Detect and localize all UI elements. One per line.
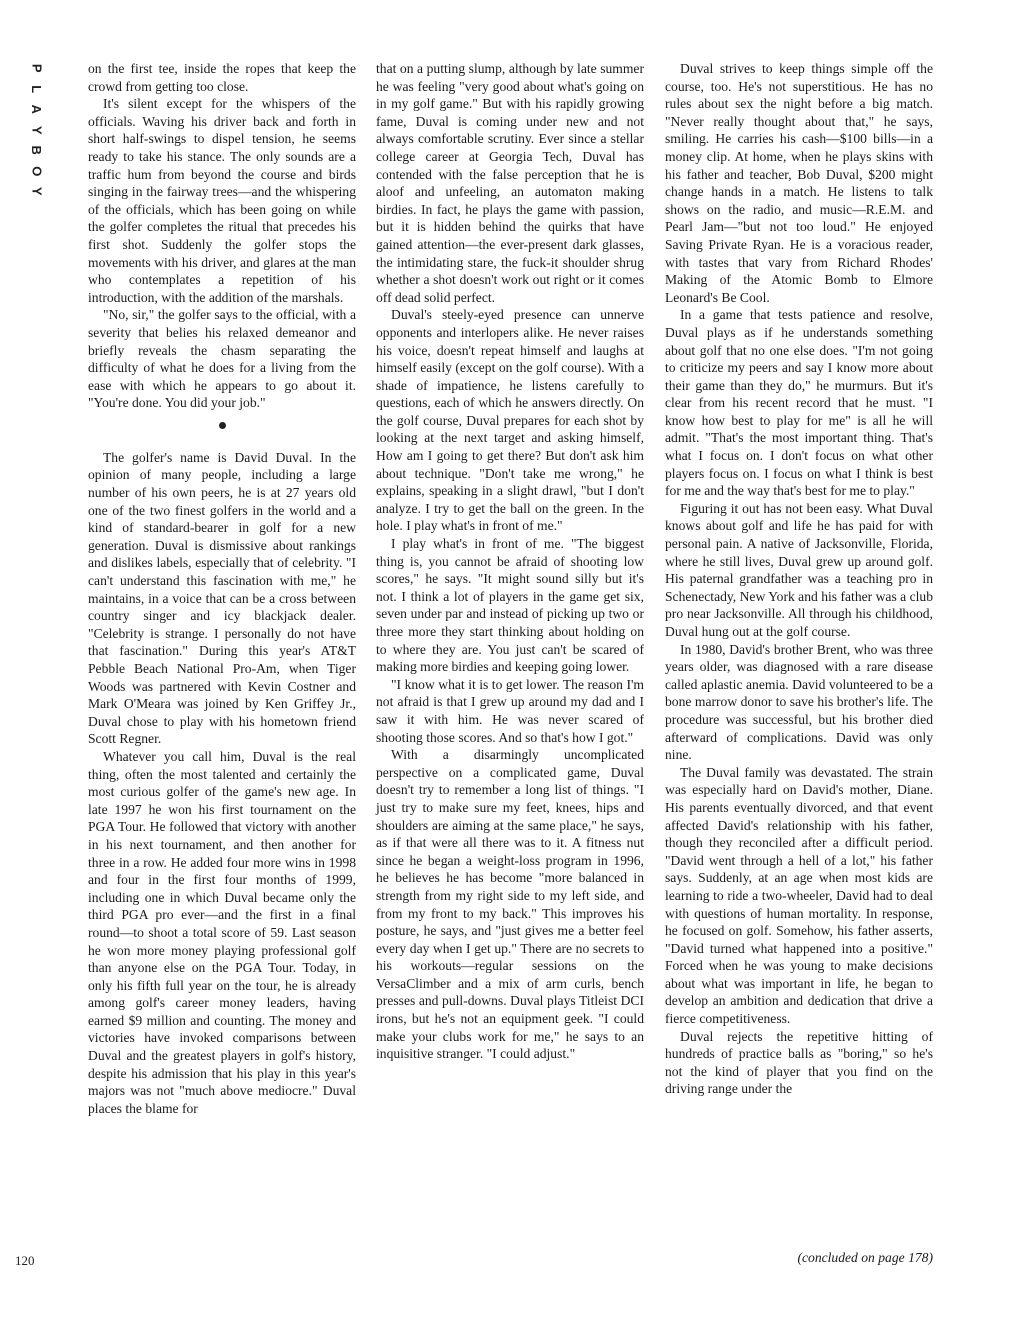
paragraph: on the first tee, inside the ropes that keep the crowd from getting too close. xyxy=(88,61,356,94)
paragraph: In 1980, David's brother Brent, who was three years older, was diagnosed with a rare disease called aplastic anemia. David volunteered to be a bone marrow donor to save his brother's life. The procedure was successful, but his brother died afterward of complications. David was only nine. xyxy=(665,641,933,763)
paragraph: Duval's steely-eyed presence can unnerve opponents and interlopers alike. He never raises his voice, doesn't repeat himself and laughs at himself easily (except on the golf course). With a shade of impatience, he listens carefully to questions, each of which he answers directly. On the golf course, Duval prepares for each shot by looking at the next target and asking himself, How am I going to get there? But don't ask him about technique. "Don't take me wrong," he explains, speaking in a slight drawl, "but I don't analyze. I try to get the ball on the green. In the hole. I play what's in front of me." xyxy=(376,307,644,534)
paragraph: Duval strives to keep things simple off the course, too. He's not superstitious. He has no rules about sex the night before a big match. "Never really thought about that," he says, smiling. He carries his cash—$100 bills—in a money clip. At home, when he plays skins with his father and teacher, Bob Duval, $200 might change hands in a match. He listens to talk shows on the radio, and music—R.E.M. and Pearl Jam—"but not too loud." He enjoyed Saving Private Ryan. He is a voracious reader, with tastes that vary from Richard Rhodes' Making of the Atomic Bomb to Elmore Leonard's Be Cool. xyxy=(665,61,933,305)
masthead-letter: L xyxy=(29,84,45,93)
paragraph: The golfer's name is David Duval. In the opinion of many people, including a large number of his own peers, he is at 27 years old one of the two finest golfers in the world and a kind of standard-bearer in golf for a new generation. Duval is dismissive about rankings and dislikes labels, especially that of celebrity. "I can't understand this fascination with me," he maintains, in a voice that can be a cross between country singer and icy blackjack dealer. "Celebrity is strange. I personally do not have that fascination." During this year's AT&T Pebble Beach National Pro-Am, when Tiger Woods was partnered with Kevin Costner and Mark O'Meara was joined by Ken Griffey Jr., Duval chose to play with his hometown friend Scott Regner. xyxy=(88,449,356,747)
paragraph: "No, sir," the golfer says to the official, with a severity that belies his relaxed demeanor and briefly reveals the chasm separating the difficulty of what he does for a living from the ease with which he appears to go about it. "You're done. You did your job." xyxy=(88,307,356,411)
masthead-letter: O xyxy=(29,165,45,176)
masthead-letter: A xyxy=(29,104,45,114)
paragraph: I play what's in front of me. "The biggest thing is, you cannot be afraid of shooting low scores," he says. "It might sound silly but it's not. I think a lot of players in the game get six, seven under par and instead of picking up two or three more they start thinking about holding on to where they are. You just can't be scared of making more birdies and keeping going lower. xyxy=(376,536,644,675)
paragraph: Figuring it out has not been easy. What Duval knows about golf and life he has paid for with personal pain. A native of Jacksonville, Florida, where he still lives, Duval grew up around golf. His paternal grandfather was a teaching pro in Schenectady, New York and his father was a club pro near Jacksonville. All through his childhood, Duval hung out at the golf course. xyxy=(665,500,933,639)
paragraph: Whatever you call him, Duval is the real thing, often the most talented and certainly the most curious golfer of the game's new age. In late 1997 he won his first tournament on the PGA Tour. He followed that victory with another in his next tournament, and then another for three in a row. He added four more wins in 1998 and four in the first four months of 1999, including one in which Duval became only the third PGA pro ever—and the first in a final round—to shoot a total score of 59. Last season he won more money playing professional golf than anyone else on the PGA Tour. Today, in only his fifth full year on the tour, he is already among golf's career money leaders, having earned $9 million and counting. The money and victories have invoked comparisons between Duval and the greatest players in golf's history, despite his admission that his play in this year's majors was not "much above mediocre." Duval places the blame for xyxy=(88,748,356,1116)
paragraph: "I know what it is to get lower. The reason I'm not afraid is that I grew up around my dad and I saw it with him. He was never scared of shooting those scores. And so that's how I got." xyxy=(376,676,644,745)
continuation-note: (concluded on page 178) xyxy=(797,1250,933,1265)
article-column-3 xyxy=(665,60,933,1098)
masthead-letter: P xyxy=(29,63,45,73)
masthead-letter: Y xyxy=(29,125,45,135)
masthead-letter: B xyxy=(29,145,45,155)
paragraph: that on a putting slump, although by late summer he was feeling "very good about what's going on in my golf game." But with his rapidly growing fame, Duval is coming under new and not always comfortable scrutiny. Ever since a stellar college career at Georgia Tech, Duval has contended with the false perception that he is aloof and unfeeling, an automaton making birdies. In fact, he plays the game with passion, but it is hidden behind the quirks that have gained attention—the ever-present dark glasses, the intimidating stare, the fuck-it shoulder shrug whether a shot doesn't work out right or it comes off dead solid perfect. xyxy=(376,61,644,305)
article-column-2 xyxy=(376,60,644,1063)
page-number: 120 xyxy=(15,1253,35,1268)
section-break-bullet xyxy=(219,422,226,429)
paragraph: In a game that tests patience and resolve, Duval plays as if he understands something about golf that no one else does. "I'm not going to criticize my peers and say I know more about their game than they do," he murmurs. But it's clear from his recent record that he must. "I know how best to play for me" is all he will admit. "That's the most important thing. That's what I focus on. I don't focus on what other players focus on. I focus on what I think is best for me and the way that's best for me to play." xyxy=(665,307,933,499)
paragraph: The Duval family was devastated. The strain was especially hard on David's mother, Diane. His parents eventually divorced, and that event affected David's relationship with his father, though they reconciled after a difficult period. "David went through a hell of a lot," his father says. Suddenly, at an age when most kids are learning to ride a two-wheeler, David had to deal with questions of human mortality. In response, he focused on golf. Somehow, his father asserts, "David turned what happened into a positive." Forced when he was young to make decisions about what was important in life, he began to develop an ambition and dedication that drive a fierce competitiveness. xyxy=(665,764,933,1027)
masthead-letter: Y xyxy=(29,186,45,196)
paragraph: It's silent except for the whispers of the officials. Waving his driver back and forth in short half-swings to dispel tension, he seems ready to take his stance. The only sounds are a traffic hum from beyond the course and birds singing in the fairway trees—and the whispering of the officials, which has been going on while the golfer completes the ritual that precedes his first shot. Suddenly the golfer stops the movements with his driver, and glares at the man who contemplates a repetition of his introduction, with the addition of the marshals. xyxy=(88,96,356,305)
paragraph: With a disarmingly uncomplicated perspective on a complicated game, Duval doesn't try to remember a long list of things. "I just try to make sure my feet, knees, hips and shoulders are aiming at the same place," he says, as if that were all there was to it. A fitness nut since he began a weight-loss program in 1996, he believes he has become "more balanced in strength from my right side to my left side, and from my front to my back." This improves his posture, he says, and "just gives me a better feel every day when I get up." There are no secrets to his workouts—regular sessions on the VersaClimber and a mix of arm curls, bench presses and pull-downs. Duval plays Titleist DCI irons, but he's not an equipment geek. "I could make your clubs work for me," he says to an inquisitive stranger. "I could adjust." xyxy=(376,747,644,1062)
masthead xyxy=(26,58,46,202)
article-column-1 xyxy=(88,60,356,1117)
paragraph: Duval rejects the repetitive hitting of hundreds of practice balls as "boring," so he's not the kind of player that you find on the driving range under the xyxy=(665,1028,933,1097)
